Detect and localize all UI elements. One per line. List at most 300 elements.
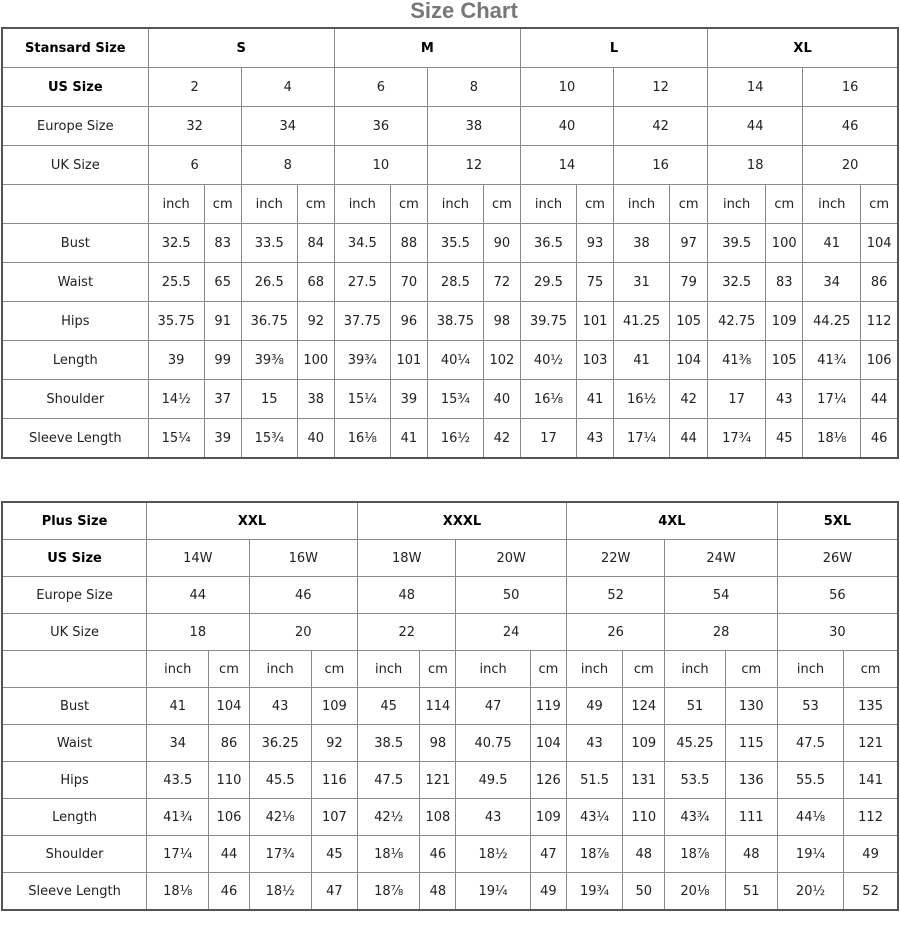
measure-value: 70	[390, 263, 427, 302]
measure-value: 101	[577, 302, 614, 341]
size-cell: 16	[803, 68, 898, 107]
measure-value: 43.5	[147, 762, 209, 799]
measure-value: 46	[420, 836, 456, 873]
measure-label: Waist	[2, 263, 148, 302]
measure-value: 15¼	[148, 419, 204, 459]
measure-label: Length	[2, 799, 147, 836]
row-label: UK Size	[2, 614, 147, 651]
measure-label: Sleeve Length	[2, 419, 148, 459]
unit-inch: inch	[614, 185, 670, 224]
measure-value: 26.5	[241, 263, 297, 302]
unit-inch: inch	[148, 185, 204, 224]
size-group-header: XL	[708, 28, 898, 68]
measure-value: 136	[725, 762, 777, 799]
size-cell: 46	[803, 107, 898, 146]
size-cell: 2	[148, 68, 241, 107]
measure-row	[2, 224, 898, 263]
measure-row	[2, 762, 898, 799]
measure-value: 41¾	[803, 341, 861, 380]
standard-size-table	[1, 27, 899, 459]
size-cell: 4	[241, 68, 334, 107]
measure-value: 38.75	[427, 302, 483, 341]
size-cell: 20	[249, 614, 357, 651]
uk-size-row	[2, 614, 898, 651]
measure-value: 45	[311, 836, 357, 873]
measure-value: 27.5	[334, 263, 390, 302]
measure-value: 100	[766, 224, 803, 263]
size-cell: 48	[358, 577, 456, 614]
size-group-row	[2, 502, 898, 540]
unit-inch: inch	[334, 185, 390, 224]
measure-value: 97	[670, 224, 708, 263]
measure-value: 109	[530, 799, 566, 836]
measure-value: 42⅛	[249, 799, 311, 836]
us-size-row	[2, 68, 898, 107]
measure-row	[2, 419, 898, 459]
measure-value: 96	[390, 302, 427, 341]
measure-value: 121	[844, 725, 898, 762]
unit-row	[2, 651, 898, 688]
measure-value: 86	[861, 263, 898, 302]
size-cell: 24W	[665, 540, 778, 577]
europe-size-row	[2, 577, 898, 614]
measure-value: 38	[297, 380, 334, 419]
measure-label: Hips	[2, 302, 148, 341]
measure-value: 18⅛	[358, 836, 420, 873]
unit-inch: inch	[566, 651, 622, 688]
unit-inch: inch	[520, 185, 576, 224]
size-cell: 22W	[566, 540, 664, 577]
measure-value: 42½	[358, 799, 420, 836]
unit-inch: inch	[249, 651, 311, 688]
measure-value: 104	[861, 224, 898, 263]
measure-value: 17¼	[147, 836, 209, 873]
measure-value: 31	[614, 263, 670, 302]
size-cell: 22	[358, 614, 456, 651]
measure-value: 39¾	[334, 341, 390, 380]
measure-value: 18½	[249, 873, 311, 911]
measure-value: 17	[708, 380, 766, 419]
unit-cm: cm	[204, 185, 241, 224]
measure-value: 104	[670, 341, 708, 380]
measure-value: 36.75	[241, 302, 297, 341]
measure-label: Shoulder	[2, 836, 147, 873]
size-cell: 14	[708, 68, 803, 107]
measure-value: 53.5	[665, 762, 725, 799]
page-title: Size Chart	[410, 0, 518, 23]
measure-value: 110	[209, 762, 249, 799]
measure-value: 49	[530, 873, 566, 911]
measure-value: 51.5	[566, 762, 622, 799]
measure-value: 86	[209, 725, 249, 762]
measure-value: 43¾	[665, 799, 725, 836]
measure-value: 41	[577, 380, 614, 419]
measure-row	[2, 799, 898, 836]
unit-row-blank	[2, 651, 147, 688]
measure-value: 16⅛	[520, 380, 576, 419]
measure-value: 41	[803, 224, 861, 263]
measure-value: 41⅜	[708, 341, 766, 380]
size-cell: 42	[614, 107, 708, 146]
measure-value: 88	[390, 224, 427, 263]
measure-value: 34	[147, 725, 209, 762]
size-cell: 18W	[358, 540, 456, 577]
measure-value: 47	[530, 836, 566, 873]
measure-value: 83	[204, 224, 241, 263]
measure-value: 135	[844, 688, 898, 725]
measure-value: 20½	[777, 873, 843, 911]
measure-value: 32.5	[708, 263, 766, 302]
unit-inch: inch	[358, 651, 420, 688]
measure-value: 36.25	[249, 725, 311, 762]
measure-value: 49	[844, 836, 898, 873]
size-cell: 38	[427, 107, 520, 146]
unit-cm: cm	[844, 651, 898, 688]
size-cell: 18	[147, 614, 249, 651]
measure-value: 40¼	[427, 341, 483, 380]
unit-cm: cm	[623, 651, 665, 688]
measure-value: 90	[483, 224, 520, 263]
size-group-row	[2, 28, 898, 68]
measure-value: 46	[861, 419, 898, 459]
measure-value: 104	[209, 688, 249, 725]
measure-value: 109	[766, 302, 803, 341]
size-cell: 44	[147, 577, 249, 614]
unit-cm: cm	[766, 185, 803, 224]
measure-value: 126	[530, 762, 566, 799]
unit-cm: cm	[861, 185, 898, 224]
size-group-label: Stansard Size	[2, 28, 148, 68]
measure-value: 18⅛	[147, 873, 209, 911]
unit-cm: cm	[483, 185, 520, 224]
measure-value: 18⅞	[358, 873, 420, 911]
measure-value: 47.5	[777, 725, 843, 762]
measure-value: 18⅞	[665, 836, 725, 873]
measure-value: 44.25	[803, 302, 861, 341]
size-cell: 18	[708, 146, 803, 185]
measure-value: 39.75	[520, 302, 576, 341]
europe-size-row	[2, 107, 898, 146]
measure-value: 44⅛	[777, 799, 843, 836]
us-size-row	[2, 540, 898, 577]
measure-value: 17¼	[803, 380, 861, 419]
measure-value: 47	[311, 873, 357, 911]
measure-value: 47	[456, 688, 530, 725]
unit-cm: cm	[390, 185, 427, 224]
measure-value: 29.5	[520, 263, 576, 302]
measure-value: 79	[670, 263, 708, 302]
size-cell: 16	[614, 146, 708, 185]
measure-value: 15	[241, 380, 297, 419]
measure-value: 18⅛	[803, 419, 861, 459]
measure-value: 47.5	[358, 762, 420, 799]
measure-value: 41	[147, 688, 209, 725]
measure-value: 53	[777, 688, 843, 725]
size-cell: 24	[456, 614, 567, 651]
size-group-header: 5XL	[777, 502, 898, 540]
measure-value: 131	[623, 762, 665, 799]
size-group-header: L	[520, 28, 707, 68]
measure-value: 115	[725, 725, 777, 762]
unit-inch: inch	[708, 185, 766, 224]
unit-inch: inch	[241, 185, 297, 224]
size-cell: 20W	[456, 540, 567, 577]
size-cell: 50	[456, 577, 567, 614]
measure-row	[2, 263, 898, 302]
measure-value: 19¼	[777, 836, 843, 873]
measure-label: Length	[2, 341, 148, 380]
measure-value: 17	[520, 419, 576, 459]
measure-value: 51	[725, 873, 777, 911]
size-cell: 54	[665, 577, 778, 614]
measure-value: 15¾	[241, 419, 297, 459]
measure-value: 15¼	[334, 380, 390, 419]
unit-cm: cm	[725, 651, 777, 688]
row-label: US Size	[2, 540, 147, 577]
measure-value: 35.75	[148, 302, 204, 341]
measure-value: 39	[390, 380, 427, 419]
measure-value: 99	[204, 341, 241, 380]
measure-value: 50	[623, 873, 665, 911]
measure-value: 45.5	[249, 762, 311, 799]
measure-value: 19¾	[566, 873, 622, 911]
measure-value: 44	[670, 419, 708, 459]
measure-value: 91	[204, 302, 241, 341]
size-cell: 32	[148, 107, 241, 146]
unit-inch: inch	[803, 185, 861, 224]
row-label: Europe Size	[2, 107, 148, 146]
measure-row	[2, 836, 898, 873]
size-group-header: XXXL	[358, 502, 567, 540]
row-label: Europe Size	[2, 577, 147, 614]
unit-cm: cm	[530, 651, 566, 688]
measure-label: Waist	[2, 725, 147, 762]
measure-value: 42.75	[708, 302, 766, 341]
size-cell: 36	[334, 107, 427, 146]
measure-value: 37.75	[334, 302, 390, 341]
measure-value: 130	[725, 688, 777, 725]
unit-cm: cm	[297, 185, 334, 224]
measure-value: 39.5	[708, 224, 766, 263]
measure-value: 92	[297, 302, 334, 341]
size-cell: 46	[249, 577, 357, 614]
measure-value: 55.5	[777, 762, 843, 799]
size-cell: 12	[614, 68, 708, 107]
measure-value: 40	[483, 380, 520, 419]
measure-value: 103	[577, 341, 614, 380]
measure-row	[2, 688, 898, 725]
measure-value: 112	[861, 302, 898, 341]
measure-row	[2, 725, 898, 762]
measure-value: 40	[297, 419, 334, 459]
measure-value: 37	[204, 380, 241, 419]
uk-size-row	[2, 146, 898, 185]
size-cell: 30	[777, 614, 898, 651]
measure-value: 83	[766, 263, 803, 302]
measure-row	[2, 873, 898, 911]
measure-value: 18½	[456, 836, 530, 873]
measure-value: 101	[390, 341, 427, 380]
unit-inch: inch	[665, 651, 725, 688]
measure-value: 32.5	[148, 224, 204, 263]
measure-value: 19¼	[456, 873, 530, 911]
measure-value: 42	[670, 380, 708, 419]
measure-value: 45.25	[665, 725, 725, 762]
unit-row	[2, 185, 898, 224]
measure-value: 42	[483, 419, 520, 459]
measure-value: 38	[614, 224, 670, 263]
unit-cm: cm	[209, 651, 249, 688]
measure-value: 98	[420, 725, 456, 762]
size-cell: 26	[566, 614, 664, 651]
measure-value: 39	[204, 419, 241, 459]
measure-value: 44	[861, 380, 898, 419]
row-label: UK Size	[2, 146, 148, 185]
measure-value: 45	[358, 688, 420, 725]
measure-value: 52	[844, 873, 898, 911]
measure-value: 16½	[614, 380, 670, 419]
size-cell: 10	[520, 68, 613, 107]
size-cell: 8	[427, 68, 520, 107]
measure-value: 45	[766, 419, 803, 459]
measure-value: 46	[209, 873, 249, 911]
measure-value: 17¾	[249, 836, 311, 873]
unit-inch: inch	[456, 651, 530, 688]
size-cell: 10	[334, 146, 427, 185]
measure-value: 38.5	[358, 725, 420, 762]
measure-value: 106	[861, 341, 898, 380]
measure-value: 104	[530, 725, 566, 762]
size-group-label: Plus Size	[2, 502, 147, 540]
size-cell: 14W	[147, 540, 249, 577]
measure-value: 34	[803, 263, 861, 302]
measure-value: 16⅛	[334, 419, 390, 459]
measure-value: 17¼	[614, 419, 670, 459]
measure-value: 16½	[427, 419, 483, 459]
measure-label: Bust	[2, 688, 147, 725]
measure-value: 109	[623, 725, 665, 762]
measure-value: 92	[311, 725, 357, 762]
measure-row	[2, 380, 898, 419]
measure-value: 15¾	[427, 380, 483, 419]
size-cell: 6	[334, 68, 427, 107]
measure-row	[2, 302, 898, 341]
measure-value: 41¾	[147, 799, 209, 836]
measure-value: 100	[297, 341, 334, 380]
measure-value: 84	[297, 224, 334, 263]
size-cell: 16W	[249, 540, 357, 577]
measure-value: 25.5	[148, 263, 204, 302]
measure-value: 48	[420, 873, 456, 911]
size-cell: 8	[241, 146, 334, 185]
measure-value: 111	[725, 799, 777, 836]
measure-value: 109	[311, 688, 357, 725]
size-cell: 6	[148, 146, 241, 185]
measure-value: 141	[844, 762, 898, 799]
unit-cm: cm	[577, 185, 614, 224]
size-cell: 44	[708, 107, 803, 146]
size-cell: 28	[665, 614, 778, 651]
measure-value: 51	[665, 688, 725, 725]
measure-value: 68	[297, 263, 334, 302]
measure-value: 28.5	[427, 263, 483, 302]
measure-value: 108	[420, 799, 456, 836]
unit-cm: cm	[670, 185, 708, 224]
measure-value: 114	[420, 688, 456, 725]
measure-value: 48	[725, 836, 777, 873]
size-cell: 14	[520, 146, 613, 185]
measure-value: 20⅛	[665, 873, 725, 911]
unit-cm: cm	[420, 651, 456, 688]
measure-value: 43	[577, 419, 614, 459]
measure-value: 43	[249, 688, 311, 725]
size-group-header: S	[148, 28, 334, 68]
measure-value: 72	[483, 263, 520, 302]
measure-value: 35.5	[427, 224, 483, 263]
size-group-header: XXL	[147, 502, 358, 540]
measure-row	[2, 341, 898, 380]
measure-value: 110	[623, 799, 665, 836]
measure-value: 39	[148, 341, 204, 380]
measure-value: 33.5	[241, 224, 297, 263]
measure-label: Bust	[2, 224, 148, 263]
measure-value: 41	[390, 419, 427, 459]
measure-value: 34.5	[334, 224, 390, 263]
unit-row-blank	[2, 185, 148, 224]
measure-value: 17¾	[708, 419, 766, 459]
size-cell: 52	[566, 577, 664, 614]
measure-value: 49	[566, 688, 622, 725]
measure-value: 41	[614, 341, 670, 380]
measure-value: 48	[623, 836, 665, 873]
size-group-header: M	[334, 28, 520, 68]
measure-value: 112	[844, 799, 898, 836]
measure-value: 119	[530, 688, 566, 725]
measure-value: 40.75	[456, 725, 530, 762]
size-group-header: 4XL	[566, 502, 777, 540]
size-cell: 34	[241, 107, 334, 146]
measure-value: 124	[623, 688, 665, 725]
measure-value: 43	[456, 799, 530, 836]
measure-value: 93	[577, 224, 614, 263]
plus-size-table	[1, 501, 899, 911]
measure-value: 98	[483, 302, 520, 341]
measure-value: 106	[209, 799, 249, 836]
measure-label: Shoulder	[2, 380, 148, 419]
measure-value: 105	[766, 341, 803, 380]
measure-value: 14½	[148, 380, 204, 419]
measure-value: 75	[577, 263, 614, 302]
unit-inch: inch	[147, 651, 209, 688]
unit-cm: cm	[311, 651, 357, 688]
unit-inch: inch	[427, 185, 483, 224]
size-cell: 56	[777, 577, 898, 614]
measure-value: 18⅞	[566, 836, 622, 873]
measure-value: 116	[311, 762, 357, 799]
measure-value: 43¼	[566, 799, 622, 836]
size-cell: 40	[520, 107, 613, 146]
measure-label: Hips	[2, 762, 147, 799]
row-label: US Size	[2, 68, 148, 107]
measure-value: 36.5	[520, 224, 576, 263]
measure-value: 43	[766, 380, 803, 419]
measure-value: 107	[311, 799, 357, 836]
measure-value: 121	[420, 762, 456, 799]
measure-value: 49.5	[456, 762, 530, 799]
unit-inch: inch	[777, 651, 843, 688]
measure-value: 44	[209, 836, 249, 873]
measure-value: 43	[566, 725, 622, 762]
